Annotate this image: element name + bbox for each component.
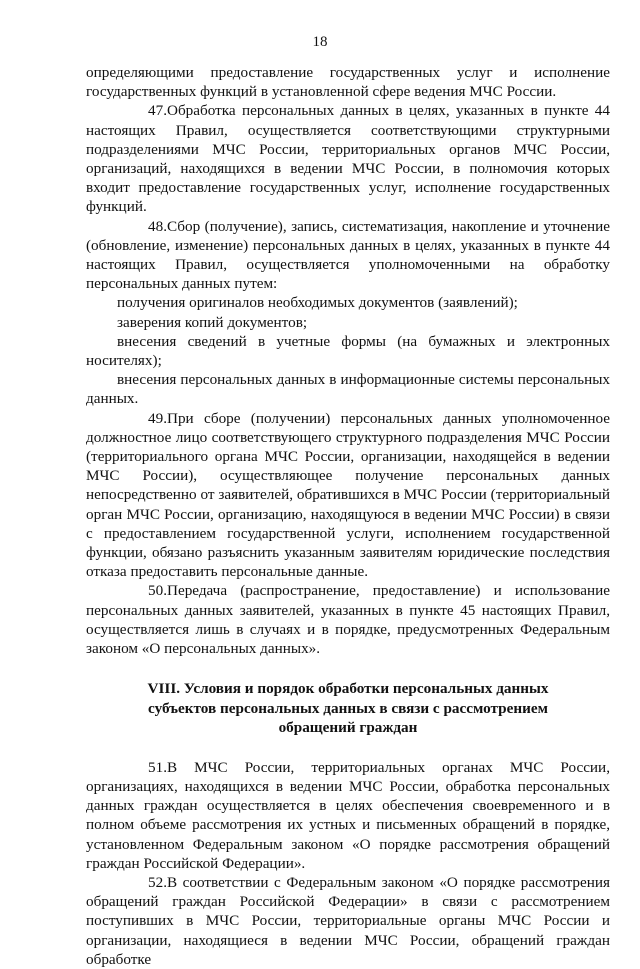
paragraph-p52 — [86, 873, 610, 969]
paragraph-p48d — [86, 370, 610, 408]
paragraph-cont — [86, 63, 610, 101]
paragraph-text: Передача (распространение, предоставление) и использование персональных данных заявителей, указанных в пункте 45 настоящих Правил, осуществляется лишь в случаях и в порядке, предусмотренных Федеральным законом «О персональных данных». — [86, 582, 610, 658]
section-heading-line-1: VIII. Условия и порядок обработки персональных данных — [147, 680, 549, 698]
paragraph-number: 47. — [148, 102, 167, 120]
paragraph-text: При сборе (получении) персональных данных уполномоченное должностное лицо соответствующего структурного подразделения МЧС России (территориального органа МЧС России, организации, находящейся в ведении МЧС России), осуществляющее получение персональных данных непосредственно от заявителей, обратившихся в МЧС России (территориальный орган МЧС России, организацию, находящуюся в ведении МЧС России) в связи с предоставлением государственной услуги, исполнением государственной функции, обязано разъяснить указанным заявителям юридические последствия отказа предоставить персональные данные. — [86, 409, 610, 581]
paragraph-text: Сбор (получение), запись, систематизация, накопление и уточнение (обновление, изменение) персональных данных в целях, указанных в пункте 44 настоящих Правил, осуществляется уполномоченными на обработку персональных данных путем: — [86, 217, 610, 293]
paragraph-text: заверения копий документов; — [117, 313, 308, 331]
paragraph-p47 — [86, 101, 610, 216]
paragraph-p50 — [86, 581, 610, 658]
paragraph-text: получения оригиналов необходимых документов (заявлений); — [117, 294, 518, 312]
document-body — [86, 63, 610, 969]
paragraph-number: 51. — [148, 758, 167, 776]
paragraph-number: 48. — [148, 217, 167, 235]
paragraph-text: Обработка персональных данных в целях, указанных в пункте 44 настоящих Правил, осуществляется соответствующими структурными подразделениями МЧС России, территориальных органов МЧС России, организаций, находящихся в ведении МЧС России, в полномочия которых входит предоставление государственных услуг, исполнение государственных функций. — [86, 102, 610, 216]
paragraph-p51 — [86, 758, 610, 873]
paragraph-text: внесения сведений в учетные формы (на бумажных и электронных носителях); — [86, 332, 610, 370]
paragraphs-bottom — [86, 758, 610, 969]
paragraph-text: определяющими предоставление государственных услуг и исполнение государственных функций в установленной сфере ведения МЧС России. — [86, 64, 610, 101]
paragraph-text: В МЧС России, территориальных органах МЧС России, организациях, находящихся в ведении МЧС России, обработка персональных данных граждан осуществляется в целях обеспечения своевременного и в полном объеме рассмотрения их устных и письменных обращений в порядке, установленном Федеральным законом «О порядке рассмотрения обращений граждан Российской Федерации». — [86, 758, 610, 872]
section-heading — [86, 679, 610, 738]
page-number: 18 — [312, 34, 328, 50]
paragraph-text: В соответствии с Федеральным законом «О порядке рассмотрения обращений граждан Российской Федерации» в связи с рассмотрением поступивших в МЧС России, территориальные органы МЧС России и организации, находящиеся в ведении МЧС России, обращений граждан обработке — [86, 874, 610, 968]
paragraph-p48a — [86, 293, 610, 312]
paragraph-p49 — [86, 409, 610, 582]
section-heading-line-3: обращений граждан — [278, 719, 418, 737]
paragraph-p48 — [86, 217, 610, 294]
paragraph-p48c — [86, 332, 610, 370]
paragraph-number: 52. — [148, 874, 167, 892]
section-heading-line-2: субъектов персональных данных в связи с рассмотрением — [148, 699, 548, 717]
paragraph-number: 49. — [148, 409, 167, 427]
paragraph-p48b — [86, 313, 610, 332]
paragraph-number: 50. — [148, 582, 167, 600]
paragraph-text: внесения персональных данных в информационные системы персональных данных. — [86, 371, 610, 408]
paragraphs-top — [86, 63, 610, 658]
